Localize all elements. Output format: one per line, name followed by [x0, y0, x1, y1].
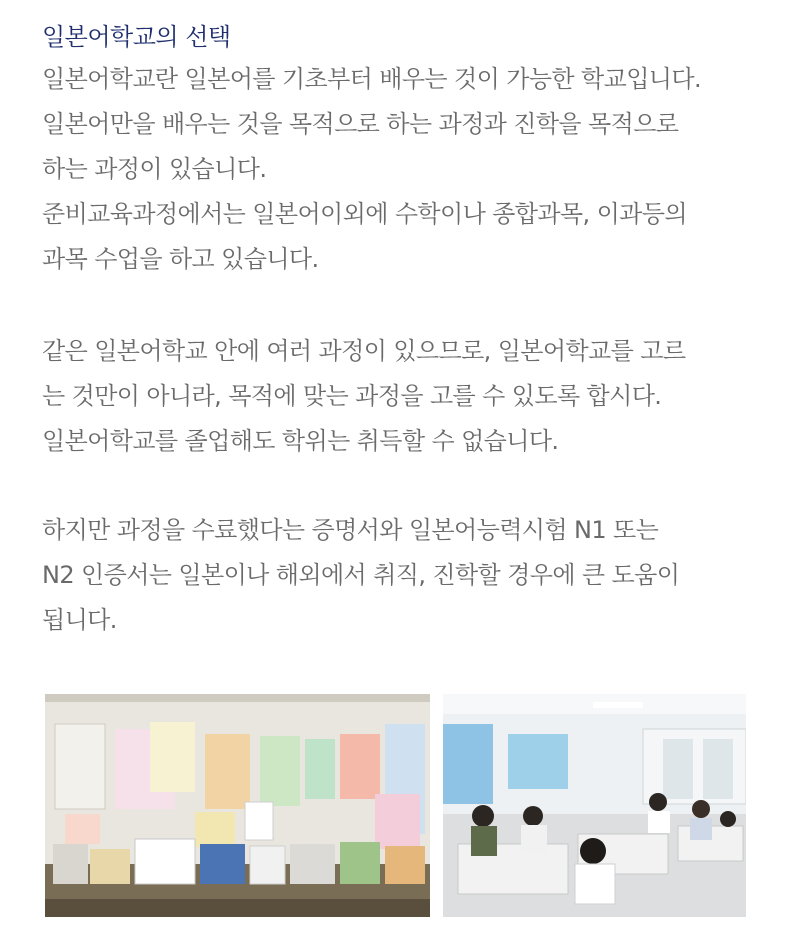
text-line: 됩니다. [42, 606, 117, 634]
text-line: 일본어만을 배우는 것을 목적으로 하는 과정과 진학을 목적으로 [42, 110, 679, 138]
text-line: N2 인증서는 일본이나 해외에서 취직, 진학할 경우에 큰 도움이 [42, 561, 680, 589]
classroom-photo [443, 694, 746, 917]
text-line: 일본어학교를 졸업해도 학위는 취득할 수 없습니다. [42, 427, 559, 455]
text-line: 준비교육과정에서는 일본어이외에 수학이나 종합과목, 이과등의 [42, 200, 687, 228]
text-line: 과목 수업을 하고 있습니다. [42, 245, 319, 273]
text-line: 같은 일본어학교 안에 여러 과정이 있으므로, 일본어학교를 고르 [42, 337, 686, 365]
text-line: 하는 과정이 있습니다. [42, 155, 267, 183]
text-line: 일본어학교란 일본어를 기초부터 배우는 것이 가능한 학교입니다. [42, 65, 701, 93]
paragraph-intro [42, 57, 782, 282]
text-line: 는 것만이 아니라, 목적에 맞는 과정을 고를 수 있도록 합시다. [42, 382, 662, 410]
brochure-board-photo [45, 694, 430, 917]
paragraph-course-choice [42, 329, 782, 464]
page-heading: 일본어학교의 선택 [42, 23, 231, 51]
text-line: 하지만 과정을 수료했다는 증명서와 일본어능력시험 N1 또는 [42, 516, 659, 544]
paragraph-certificate [42, 508, 782, 643]
